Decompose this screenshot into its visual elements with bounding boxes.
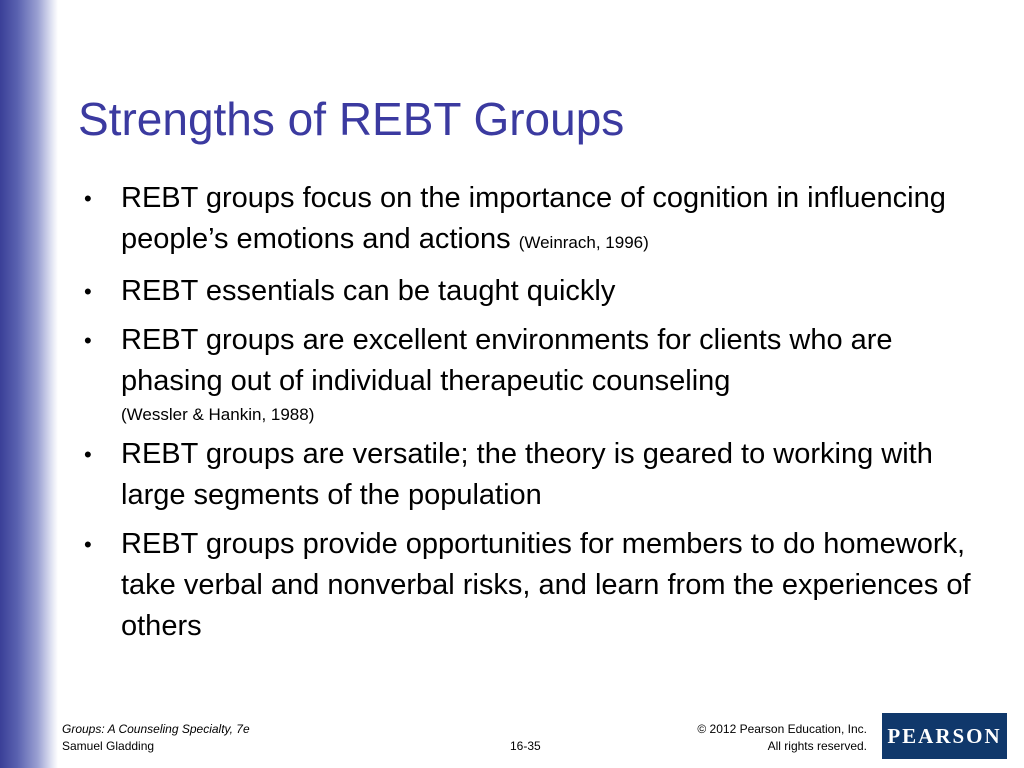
footer-author: Samuel Gladding [62,739,155,753]
footer-rights-line: All rights reserved. [767,739,867,753]
bullet-text: REBT groups provide opportunities for members to do homework, take verbal and nonverbal risks, and learn from the experiences of others [121,528,971,642]
footer-page-number: 16-35 [510,739,541,753]
bullet-item [84,271,984,312]
bullet-citation: (Weinrach, 1996) [518,233,649,252]
bullet-item [84,434,984,516]
bullet-list [84,178,984,655]
bullet-text: REBT groups are versatile; the theory is geared to working with large segments of the population [121,438,933,511]
bullet-dot-icon: • [84,328,92,353]
bullet-dot-icon: • [84,532,92,557]
pearson-logo: PEARSON [882,713,1007,759]
side-gradient-band [0,0,58,768]
footer-book-info [62,721,250,755]
bullet-item [84,178,984,263]
bullet-text: REBT essentials can be taught quickly [121,275,616,307]
bullet-dot-icon: • [84,442,92,467]
bullet-citation: (Wessler & Hankin, 1988) [121,405,315,424]
bullet-dot-icon: • [84,279,92,304]
bullet-item [84,524,984,647]
bullet-text: REBT groups focus on the importance of cognition in influencing people’s emotions and actions [121,182,946,255]
bullet-dot-icon: • [84,186,92,211]
footer-copyright [697,721,867,755]
slide-title: Strengths of REBT Groups [78,93,625,145]
bullet-item [84,320,984,426]
footer-copyright-line: © 2012 Pearson Education, Inc. [697,722,867,736]
footer-book-title: Groups: A Counseling Specialty, 7e [62,722,250,736]
bullet-text: REBT groups are excellent environments for clients who are phasing out of individual therapeutic counseling [121,324,893,397]
